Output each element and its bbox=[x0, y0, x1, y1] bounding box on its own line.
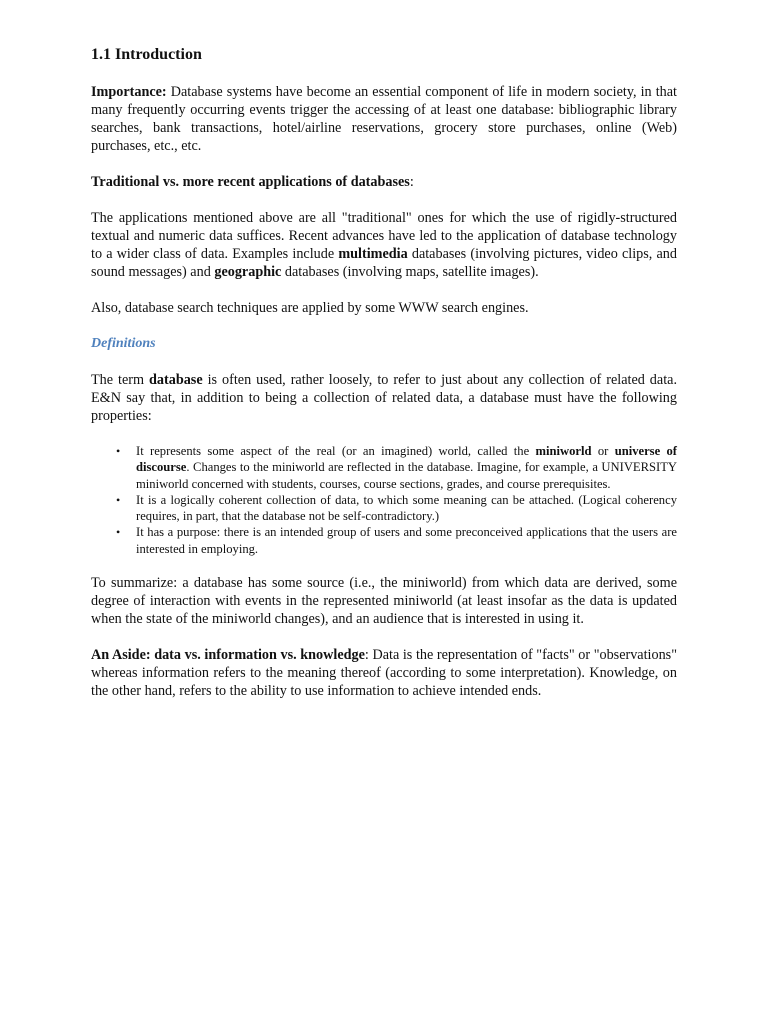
bullet-1-text-1: It represents some aspect of the real (or an imagined) world, called the bbox=[136, 444, 536, 458]
document-page bbox=[91, 44, 677, 700]
term-text-2: is often used, rather loosely, to refer to just about any collection of related data. E&N say that, in addition to being a collection of related data, a database must have the following properties: bbox=[91, 372, 677, 424]
bullet-1-text-2: or bbox=[591, 444, 615, 458]
miniworld-term: miniworld bbox=[535, 444, 592, 458]
search-engines-paragraph: Also, database search techniques are applied by some WWW search engines. bbox=[91, 300, 529, 316]
universe-of-discourse-term: universe of discourse bbox=[136, 444, 677, 475]
term-text-1: The term bbox=[91, 372, 150, 388]
summary-paragraph: To summarize: a database has some source (i.e., the miniworld) from which data are derived, some degree of interaction with events in the represented miniworld (at least insofar as the data is updated when the state of the miniworld changes), and an audience that is interested in using it. bbox=[91, 575, 677, 628]
database-term: database bbox=[149, 372, 203, 388]
aside-paragraph bbox=[91, 646, 677, 700]
aside-text: : Data is the representation of "facts" or "observations" whereas information refers to the meaning thereof (according to some interpretation). Knowledge, on the other hand, refers to the ability to use information to achieve intended ends. bbox=[91, 647, 677, 700]
section-heading: 1.1 Introduction bbox=[91, 46, 202, 63]
applications-paragraph bbox=[91, 209, 677, 281]
geographic-term: geographic bbox=[214, 264, 282, 280]
bullet-1-text-3: . Changes to the miniworld are reflected in the database. Imagine, for example, a UNIVERSITY miniworld concerned with students, courses, course sections, grades, and course prerequisites. bbox=[136, 460, 677, 491]
list-item bbox=[136, 443, 677, 492]
list-item: • It has a purpose: there is an intended group of users and some preconceived applications that the users are interested in employing. bbox=[136, 524, 677, 557]
traditional-colon: : bbox=[409, 174, 414, 190]
importance-text: Database systems have become an essential component of life in modern society, in that many frequently occurring events trigger the accessing of at least one database: bibliographic library searches, bank transactions, hotel/airline reservations, grocery store purchases, online (Web) purchases, etc., etc. bbox=[91, 84, 677, 154]
multimedia-term: multimedia bbox=[338, 246, 408, 262]
applications-text-2: databases (involving pictures, video clips, and sound messages) and bbox=[91, 246, 677, 280]
properties-list bbox=[91, 443, 677, 557]
applications-text-3: databases (involving maps, satellite images). bbox=[281, 264, 539, 280]
definitions-heading: Definitions bbox=[91, 336, 156, 351]
traditional-label: Traditional vs. more recent applications of databases bbox=[91, 174, 410, 190]
aside-label: An Aside: data vs. information vs. knowledge bbox=[91, 647, 365, 664]
importance-paragraph bbox=[91, 83, 677, 155]
applications-text-1: The applications mentioned above are all "traditional" ones for which the use of rigidly-structured textual and numeric data suffices. Recent advances have led to the application of database technology to a wider class of data. Examples include bbox=[91, 210, 677, 262]
importance-label: Importance: bbox=[91, 84, 167, 100]
traditional-subheading bbox=[91, 173, 677, 191]
list-item: • It is a logically coherent collection of data, to which some meaning can be attached. (Logical coherency requires, in part, that the database not be self-contradictory.) bbox=[136, 492, 677, 525]
database-term-paragraph bbox=[91, 371, 677, 425]
